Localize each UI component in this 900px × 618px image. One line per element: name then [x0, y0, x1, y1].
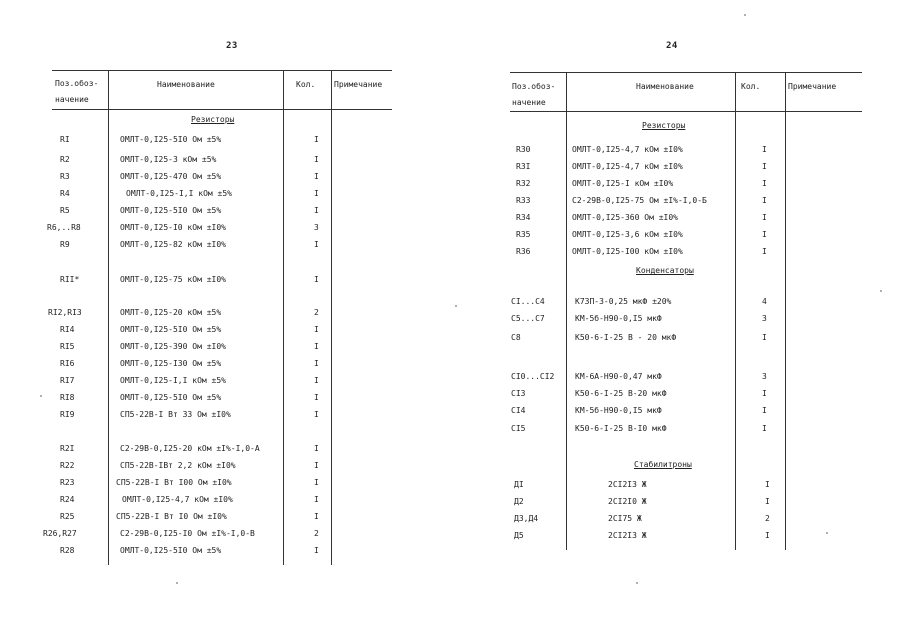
table-row — [450, 477, 900, 493]
pos-designation: RI8 — [60, 393, 75, 402]
pos-designation: R32 — [516, 179, 531, 188]
item-qty: 3 — [314, 223, 319, 232]
table-row — [0, 356, 450, 372]
header-name: Наименование — [157, 80, 215, 89]
item-name: С2-29В-0,I25-20 кОм ±I%-I,0-А — [120, 444, 260, 453]
pos-designation: RI5 — [60, 342, 75, 351]
item-name: СП5-22В-I Вт I00 Ом ±I0% — [116, 478, 232, 487]
pos-designation: R3 — [60, 172, 70, 181]
item-qty: I — [762, 389, 767, 398]
table-row — [0, 237, 450, 253]
item-name: ОМЛТ-0,I25-3,6 кОм ±I0% — [572, 230, 683, 239]
item-qty: 2 — [765, 514, 770, 523]
pos-designation: R25 — [60, 512, 75, 521]
page-24 — [450, 0, 900, 618]
item-qty: 2 — [314, 529, 319, 538]
item-qty: I — [314, 359, 319, 368]
item-qty: I — [314, 461, 319, 470]
pos-designation: Д2 — [514, 497, 524, 506]
header-note: Примечание — [788, 82, 837, 91]
table-row — [0, 220, 450, 236]
item-name: СП5-22В-I Вт 33 Ом ±I0% — [120, 410, 231, 419]
item-name: ОМЛТ-0,I25-5I0 Ом ±5% — [120, 135, 222, 144]
item-qty: 3 — [762, 314, 767, 323]
item-qty: I — [314, 444, 319, 453]
pos-designation: R33 — [516, 196, 531, 205]
scan-speck — [826, 532, 828, 534]
item-name: К50-6-I-25 В - 20 мкФ — [575, 333, 677, 342]
item-qty: I — [762, 406, 767, 415]
pos-designation: Д5 — [514, 531, 524, 540]
item-qty: I — [314, 325, 319, 334]
pos-designation: RI9 — [60, 410, 75, 419]
pos-designation: CI3 — [511, 389, 526, 398]
item-name: ОМЛТ-0,I25-I0 кОм ±I0% — [120, 223, 226, 232]
item-qty: I — [762, 145, 767, 154]
item-name: ОМЛТ-0,I25-5I0 Ом ±5% — [120, 546, 222, 555]
table-row — [450, 330, 900, 346]
pos-designation: RI2,RI3 — [48, 308, 82, 317]
item-name: СП5-22В-I Вт I0 Ом ±I0% — [116, 512, 227, 521]
item-name: КМ-6А-Н90-0,47 мкФ — [575, 372, 662, 381]
item-qty: I — [765, 531, 770, 540]
section-title-capacitors: Конденсаторы — [636, 266, 694, 275]
pos-designation: R3I — [516, 162, 531, 171]
table-row — [0, 475, 450, 491]
table-row — [0, 509, 450, 525]
item-name: К73П-3-0,25 мкФ ±20% — [575, 297, 672, 306]
pos-designation: Д3,Д4 — [514, 514, 539, 523]
table-row — [0, 407, 450, 423]
item-qty: I — [314, 135, 319, 144]
item-name: ОМЛТ-0,I25-I кОм ±I0% — [572, 179, 674, 188]
table-row — [450, 403, 900, 419]
pos-designation: CI5 — [511, 424, 526, 433]
pos-designation: R5 — [60, 206, 70, 215]
item-name: 2CI2I0 Ж — [608, 497, 647, 506]
table-row — [0, 339, 450, 355]
item-qty: I — [762, 213, 767, 222]
item-qty: I — [762, 424, 767, 433]
item-name: ОМЛТ-0,I25-I,I кОм ±5% — [120, 376, 226, 385]
item-qty: I — [762, 333, 767, 342]
table-row — [0, 492, 450, 508]
header-pos-line2: начение — [512, 98, 546, 107]
item-name: ОМЛТ-0,I25-I,I кОм ±5% — [126, 189, 232, 198]
item-qty: I — [314, 376, 319, 385]
pos-designation: CI0...CI2 — [511, 372, 555, 381]
table-row — [450, 311, 900, 327]
item-name: ОМЛТ-0,I25-5I0 Ом ±5% — [120, 393, 222, 402]
header-bottom-rule — [52, 109, 392, 110]
pos-designation: R35 — [516, 230, 531, 239]
pos-designation: R22 — [60, 461, 75, 470]
table-row — [450, 244, 900, 260]
page-number: 24 — [666, 41, 678, 51]
table-row — [0, 390, 450, 406]
table-row — [450, 193, 900, 209]
item-name: К50-6-I-25 В-20 мкФ — [575, 389, 667, 398]
pos-designation: C5...C7 — [511, 314, 545, 323]
table-row — [0, 169, 450, 185]
pos-designation: R36 — [516, 247, 531, 256]
item-qty: I — [765, 480, 770, 489]
item-name: КМ-5б-Н90-0,I5 мкФ — [575, 406, 662, 415]
pos-designation: R9 — [60, 240, 70, 249]
item-qty: I — [762, 179, 767, 188]
item-qty: I — [314, 478, 319, 487]
item-name: ОМЛТ-0,I25-470 Ом ±5% — [120, 172, 222, 181]
item-name: ОМЛТ-0,I25-75 кОм ±I0% — [120, 275, 226, 284]
item-name: КМ-5б-Н90-0,I5 мкФ — [575, 314, 662, 323]
item-name: ОМЛТ-0,I25-5I0 Ом ±5% — [120, 206, 222, 215]
pos-designation: R26,R27 — [43, 529, 77, 538]
table-row — [0, 203, 450, 219]
pos-designation: R34 — [516, 213, 531, 222]
table-row — [0, 543, 450, 559]
item-qty: I — [762, 196, 767, 205]
item-qty: I — [314, 393, 319, 402]
scan-speck — [880, 290, 882, 292]
item-qty: I — [314, 410, 319, 419]
scan-speck — [455, 305, 457, 307]
header-pos-line2: начение — [55, 95, 89, 104]
section-title-zeners: Стабилитроны — [634, 460, 692, 469]
item-qty: I — [314, 342, 319, 351]
item-name: 2CI75 Ж — [608, 514, 642, 523]
item-qty: I — [314, 546, 319, 555]
item-name: С2-29В-0,I25-75 Ом ±I%-I,0-Б — [572, 196, 707, 205]
table-row — [450, 511, 900, 527]
table-row — [0, 458, 450, 474]
table-row — [0, 272, 450, 288]
pos-designation: CI...C4 — [511, 297, 545, 306]
header-bottom-rule — [510, 111, 862, 112]
header-qty: Кол. — [296, 80, 316, 89]
item-qty: I — [765, 497, 770, 506]
table-row — [0, 441, 450, 457]
item-qty: I — [314, 495, 319, 504]
item-name: ОМЛТ-0,I25-I30 Ом ±5% — [120, 359, 222, 368]
table-row — [0, 373, 450, 389]
item-name: ОМЛТ-0,I25-390 Ом ±I0% — [120, 342, 226, 351]
item-name: К50-6-I-25 В-I0 мкФ — [575, 424, 667, 433]
header-pos-line1: Поз.обоз- — [512, 82, 556, 91]
table-row — [450, 369, 900, 385]
header-pos-line1: Поз.обоз- — [55, 79, 99, 88]
item-qty: I — [762, 247, 767, 256]
table-row — [450, 494, 900, 510]
pos-designation: R24 — [60, 495, 75, 504]
item-name: ОМЛТ-0,I25-82 кОм ±I0% — [120, 240, 226, 249]
table-row — [450, 176, 900, 192]
table-row — [0, 305, 450, 321]
item-qty: I — [314, 275, 319, 284]
item-qty: I — [762, 230, 767, 239]
scan-speck — [636, 582, 638, 584]
table-row — [450, 421, 900, 437]
table-row — [450, 159, 900, 175]
item-name: 2CI2I3 Ж — [608, 531, 647, 540]
table-row — [0, 132, 450, 148]
item-name: 2CI2I3 Ж — [608, 480, 647, 489]
table-top-rule — [510, 72, 862, 73]
item-name: ОМЛТ-0,I25-20 кОм ±5% — [120, 308, 222, 317]
header-qty: Кол. — [741, 82, 761, 91]
pos-designation: CI4 — [511, 406, 526, 415]
scan-speck — [744, 14, 746, 16]
table-row — [0, 152, 450, 168]
table-row — [0, 186, 450, 202]
pos-designation: R28 — [60, 546, 75, 555]
table-row — [450, 528, 900, 544]
item-qty: 2 — [314, 308, 319, 317]
item-qty: I — [314, 172, 319, 181]
item-name: ОМЛТ-0,I25-360 Ом ±I0% — [572, 213, 678, 222]
pos-designation: C8 — [511, 333, 521, 342]
item-qty: I — [314, 240, 319, 249]
pos-designation: RII* — [60, 275, 80, 284]
item-qty: I — [314, 206, 319, 215]
pos-designation: RI7 — [60, 376, 75, 385]
header-name: Наименование — [636, 82, 694, 91]
pos-designation: ДI — [514, 480, 524, 489]
item-qty: 4 — [762, 297, 767, 306]
section-title-resistors: Резисторы — [642, 121, 686, 130]
item-name: ОМЛТ-0,I25-4,7 кОм ±I0% — [572, 145, 683, 154]
item-qty: 3 — [762, 372, 767, 381]
page-number: 23 — [226, 41, 238, 51]
item-qty: I — [314, 512, 319, 521]
item-name: ОМЛТ-0,I25-5I0 Ом ±5% — [120, 325, 222, 334]
table-row — [450, 142, 900, 158]
pos-designation: R2 — [60, 155, 70, 164]
item-name: ОМЛТ-0,I25-3 кОм ±5% — [120, 155, 217, 164]
scan-speck — [176, 582, 178, 584]
table-row — [450, 294, 900, 310]
pos-designation: R4 — [60, 189, 70, 198]
table-row — [0, 322, 450, 338]
pos-designation: R6,..R8 — [47, 223, 81, 232]
table-row — [450, 227, 900, 243]
pos-designation: R2I — [60, 444, 75, 453]
table-row — [450, 210, 900, 226]
pos-designation: RI — [60, 135, 70, 144]
item-qty: I — [762, 162, 767, 171]
item-name: ОМЛТ-0,I25-4,7 кОм ±I0% — [122, 495, 233, 504]
table-row — [0, 526, 450, 542]
table-top-rule — [52, 70, 392, 71]
item-name: ОМЛТ-0,I25-4,7 кОм ±I0% — [572, 162, 683, 171]
pos-designation: R30 — [516, 145, 531, 154]
section-title-resistors: Резисторы — [191, 115, 235, 124]
item-name: ОМЛТ-0,I25-I00 кОм ±I0% — [572, 247, 683, 256]
item-name: С2-29В-0,I25-I0 Ом ±I%-I,0-В — [120, 529, 255, 538]
item-qty: I — [314, 189, 319, 198]
pos-designation: R23 — [60, 478, 75, 487]
scan-speck — [40, 395, 42, 397]
table-row — [450, 386, 900, 402]
item-qty: I — [314, 155, 319, 164]
pos-designation: RI4 — [60, 325, 75, 334]
header-note: Примечание — [334, 80, 383, 89]
pos-designation: RI6 — [60, 359, 75, 368]
item-name: СП5-22В-IВт 2,2 кОм ±I0% — [120, 461, 236, 470]
